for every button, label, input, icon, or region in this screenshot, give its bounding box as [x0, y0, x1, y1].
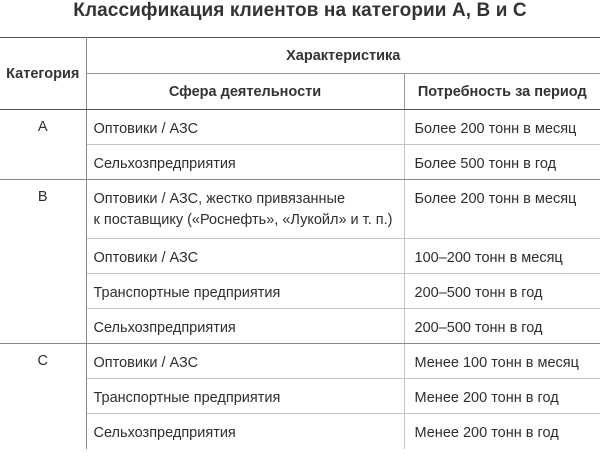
- need-cell: Более 200 тонн в месяц: [404, 110, 600, 145]
- table-row: [0, 110, 600, 145]
- need-cell: Менее 200 тонн в год: [404, 379, 600, 414]
- table-row: [0, 145, 600, 180]
- category-cell: А: [0, 110, 86, 180]
- need-cell: Менее 100 тонн в месяц: [404, 344, 600, 379]
- need-cell: Менее 200 тонн в год: [414, 425, 559, 441]
- sphere-cell: Оптовики / АЗС: [86, 239, 404, 274]
- header-sphere: Сфера деятельности: [86, 74, 404, 110]
- category-cell: В: [0, 180, 86, 344]
- sphere-cell: Оптовики / АЗС: [86, 110, 404, 145]
- sphere-cell: Оптовики / АЗС: [86, 344, 404, 379]
- need-cell: 200–500 тонн в год: [404, 274, 600, 309]
- sphere-cell: Транспортные предприятия: [86, 379, 404, 414]
- sphere-cell: [86, 180, 404, 239]
- sphere-line: Оптовики / АЗС, жестко привязанные: [93, 191, 346, 207]
- need-cell: Более 200 тонн в месяц: [404, 180, 600, 239]
- subheader-row: [0, 74, 600, 110]
- table-row: [0, 414, 600, 449]
- header-row: [0, 38, 600, 74]
- need-cell: 100–200 тонн в месяц: [404, 239, 600, 274]
- table-row: [0, 274, 600, 309]
- category-cell: С: [0, 344, 86, 449]
- table-row: [0, 344, 600, 379]
- sphere-cell: Сельхозпредприятия: [86, 309, 404, 344]
- table-row: [0, 239, 600, 274]
- header-category: Категория: [0, 38, 86, 110]
- classification-table: [0, 37, 600, 449]
- table-row: [0, 379, 600, 414]
- header-characteristic: Характеристика: [86, 38, 600, 74]
- sphere-line: к поставщику («Роснефть», «Лукойл» и т. п.): [93, 212, 393, 228]
- table-row: [0, 309, 600, 344]
- sphere-cell: Сельхозпредприятия: [86, 145, 404, 180]
- table-title: Классификация клиентов на категории А, В и С: [73, 0, 527, 21]
- sphere-cell: Транспортные предприятия: [86, 274, 404, 309]
- sphere-cell: Сельхозпредприятия: [86, 414, 404, 449]
- need-cell: Более 500 тонн в год: [404, 145, 600, 180]
- need-cell: 200–500 тонн в год: [404, 309, 600, 344]
- header-need: Потребность за период: [404, 74, 600, 110]
- table-row: [0, 180, 600, 239]
